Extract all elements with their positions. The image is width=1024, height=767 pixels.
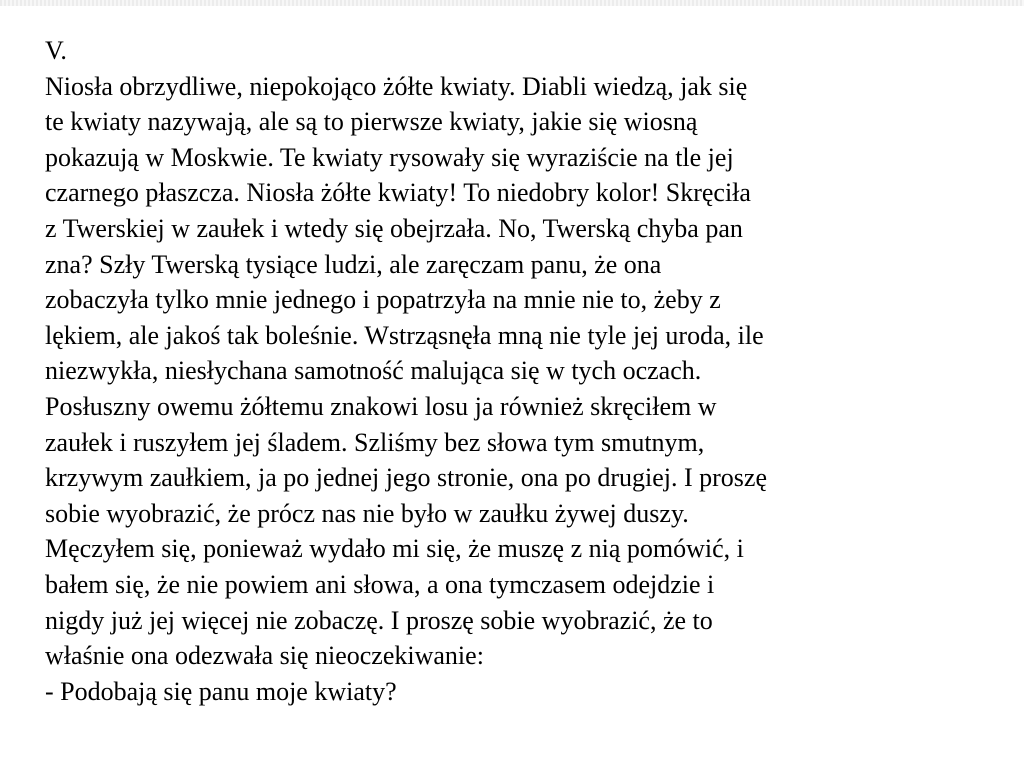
paragraph-line: właśnie ona odezwała się nieoczekiwanie: xyxy=(45,641,484,671)
paragraph-line: lękiem, ale jakoś tak boleśnie. Wstrząsnęła mną nie tyle jej uroda, ile xyxy=(45,320,764,350)
paragraph-line: Niosła obrzydliwe, niepokojąco żółte kwiaty. Diabli wiedzą, jak się xyxy=(45,71,748,101)
paragraph-line: Posłuszny owemu żółtemu znakowi losu ja również skręciłem w xyxy=(45,391,717,421)
top-decorative-rule xyxy=(0,0,1024,6)
paragraph-line: z Twerskiej w zaułek i wtedy się obejrzała. No, Twerską chyba pan xyxy=(45,213,743,243)
paragraph-line: czarnego płaszcza. Niosła żółte kwiaty! To niedobry kolor! Skręciła xyxy=(45,178,751,208)
paragraph-line: - Podobają się panu moje kwiaty? xyxy=(45,676,397,706)
paragraph-line: niezwykła, niesłychana samotność malująca się w tych oczach. xyxy=(45,356,702,386)
paragraph-line: pokazują w Moskwie. Te kwiaty rysowały się wyraziście na tle jej xyxy=(45,142,734,172)
slide-text-block xyxy=(45,33,1020,709)
paragraph-line: zna? Szły Twerską tysiące ludzi, ale zaręczam panu, że ona xyxy=(45,249,662,279)
paragraph-line: te kwiaty nazywają, ale są to pierwsze kwiaty, jakie się wiosną xyxy=(45,107,698,137)
paragraph-line: krzywym zaułkiem, ja po jednej jego stronie, ona po drugiej. I proszę xyxy=(45,463,768,493)
paragraph-line: Męczyłem się, ponieważ wydało mi się, że muszę z nią pomówić, i xyxy=(45,534,744,564)
paragraph-line: bałem się, że nie powiem ani słowa, a ona tymczasem odejdzie i xyxy=(45,569,715,599)
paragraph-line: nigdy już jej więcej nie zobaczę. I proszę sobie wyobrazić, że to xyxy=(45,605,713,635)
paragraph-line: zaułek i ruszyłem jej śladem. Szliśmy bez słowa tym smutnym, xyxy=(45,427,705,457)
paragraph-line: zobaczyła tylko mnie jednego i popatrzyła na mnie nie to, żeby z xyxy=(45,285,721,315)
section-heading: V. xyxy=(45,36,67,65)
paragraph-line: sobie wyobrazić, że prócz nas nie było w zaułku żywej duszy. xyxy=(45,498,689,528)
